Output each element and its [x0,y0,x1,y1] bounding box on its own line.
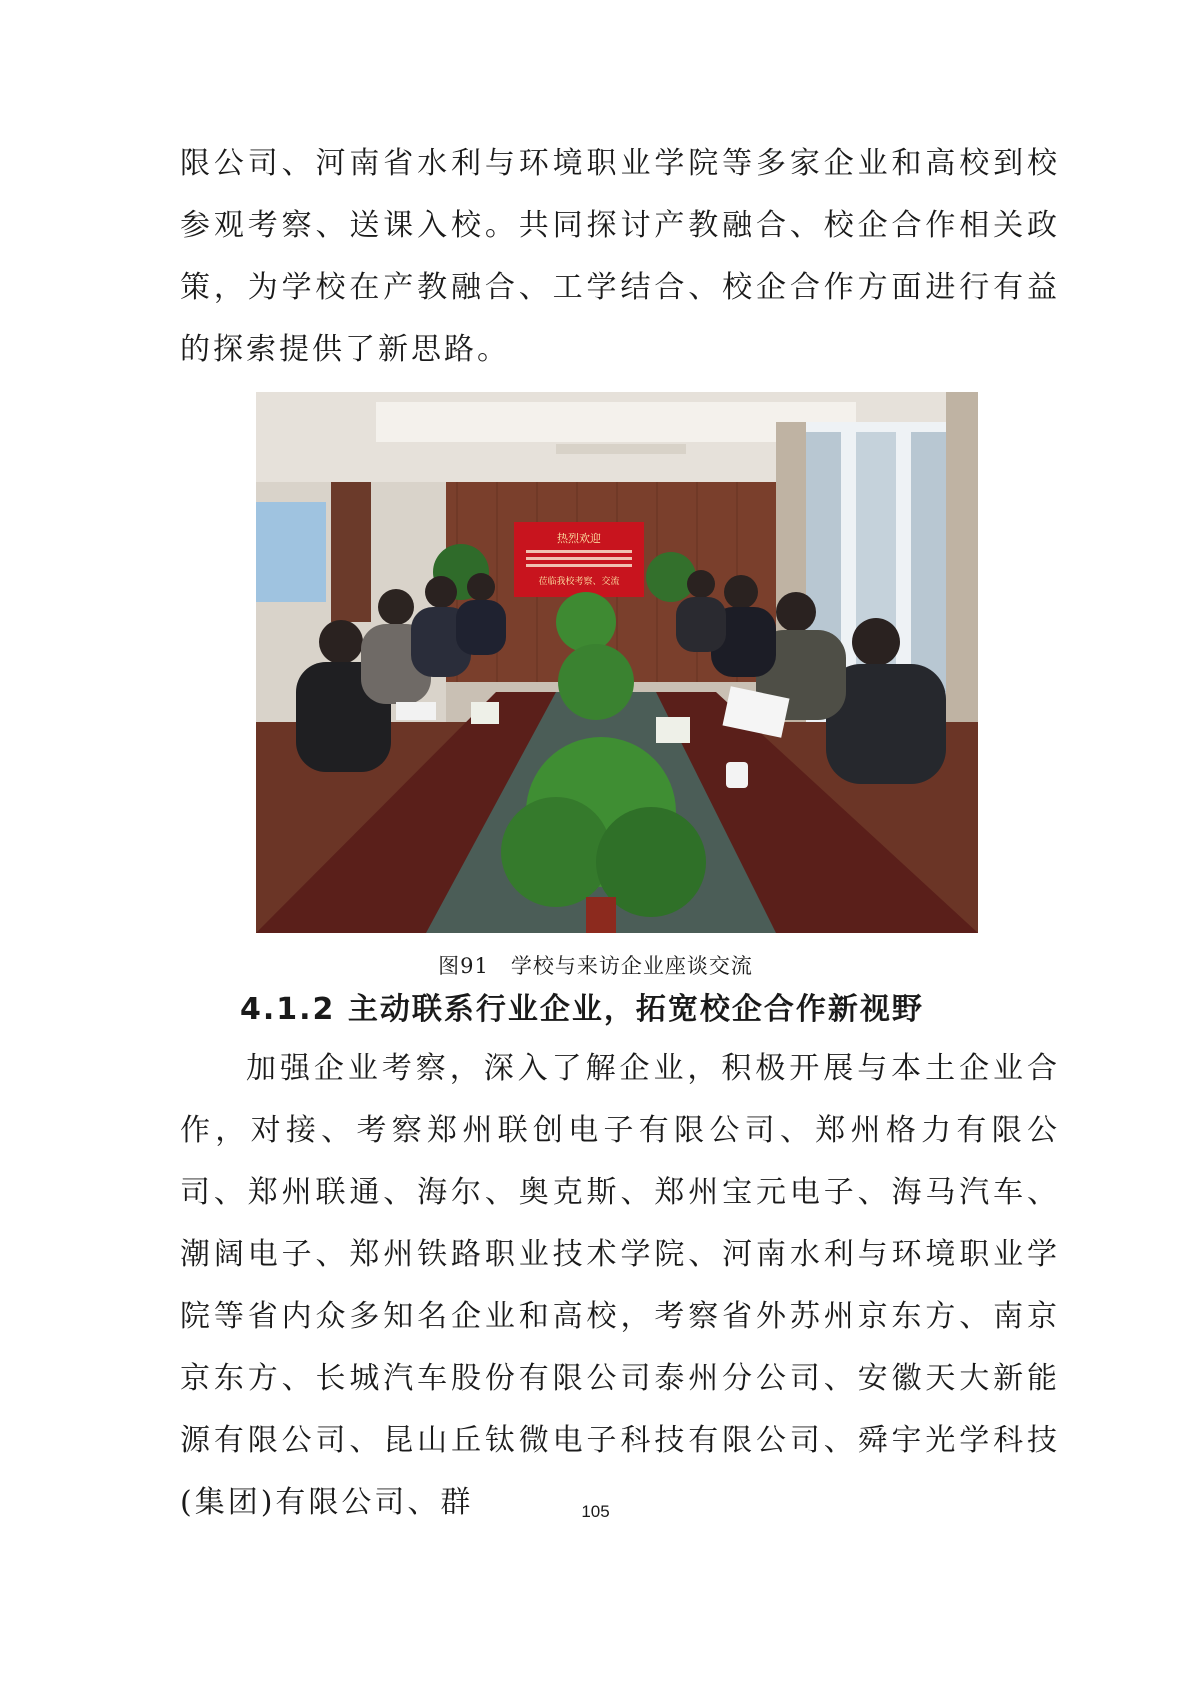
page-number: 105 [581,1502,610,1521]
section-heading: 4.1.2 主动联系行业企业，拓宽校企合作新视野 [240,992,924,1027]
body-paragraph-continued: 限公司、河南省水利与环境职业学院等多家企业和高校到校参观考察、送课入校。共同探讨产教融合、校企合作相关政策，为学校在产教融合、工学结合、校企合作方面进行有益的探索提供了新思路。 [180,146,1060,367]
banner-title-text: 热烈欢迎 [557,532,601,545]
body-paragraph: 加强企业考察，深入了解企业，积极开展与本土企业合作，对接、考察郑州联创电子有限公司、郑州格力有限公司、郑州联通、海尔、奥克斯、郑州宝元电子、海马汽车、潮阔电子、郑州铁路职业技术学院、河南水利与环境职业学院等省内众多知名企业和高校，考察省外苏州京东方、南京京东方、长城汽车股份有限公司泰州分公司、安徽天大新能源有限公司、昆山丘钛微电子科技有限公司、舜宇光学科技(集团)有限公司、群 [180,1051,1060,1520]
figure-caption: 图91 学校与来访企业座谈交流 [438,954,753,978]
banner-subtitle-text: 莅临我校考察、交流 [538,577,620,587]
meeting-photo [256,392,978,933]
